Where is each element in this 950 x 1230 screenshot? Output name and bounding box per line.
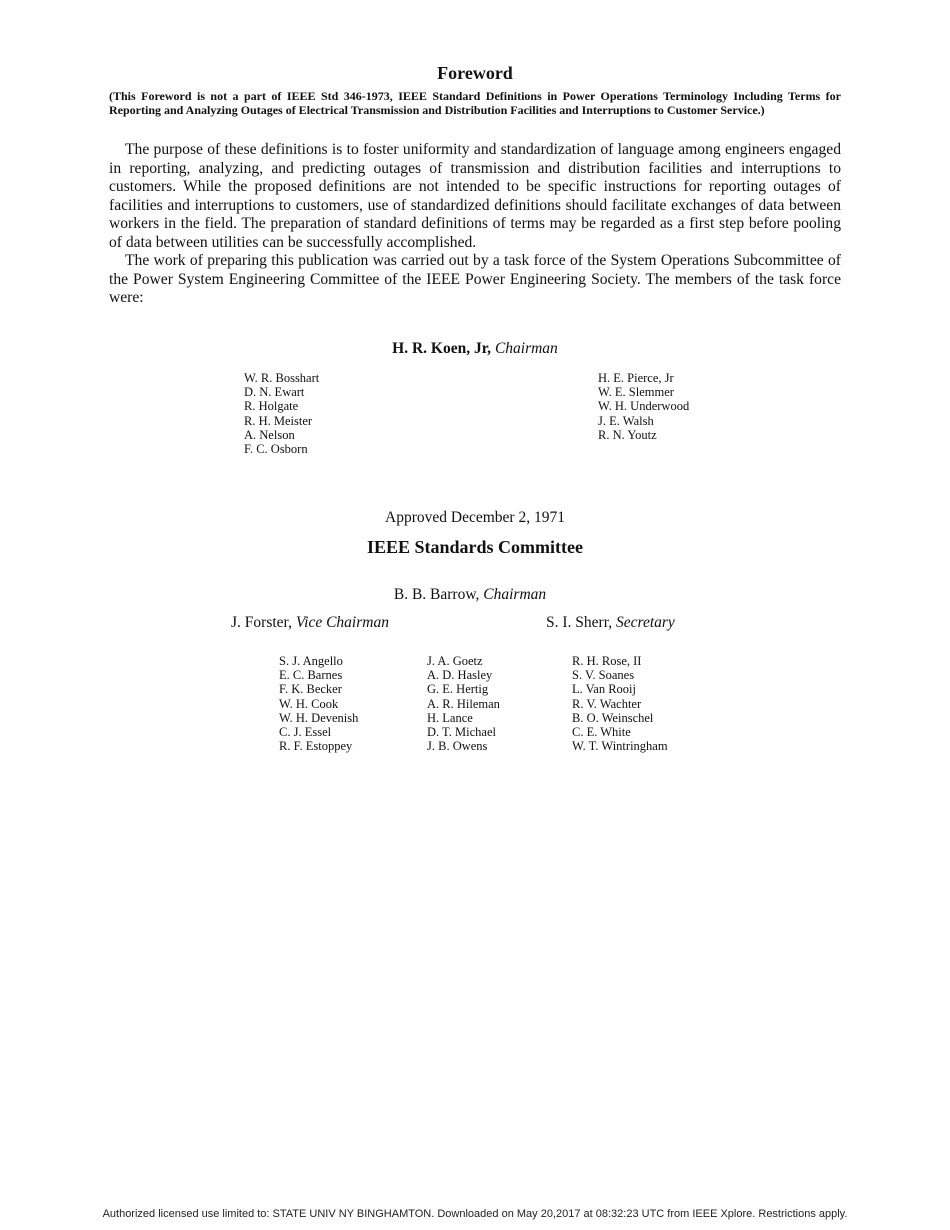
- member-name: L. Van Rooij: [572, 682, 637, 697]
- member-name: J. E. Walsh: [598, 413, 654, 428]
- member-name: R. H. Rose, II: [572, 654, 642, 668]
- member-name: R. F. Estoppey: [279, 739, 353, 754]
- member-name: C. E. White: [572, 725, 631, 740]
- member-name: H. Lance: [427, 710, 473, 725]
- member-name: R. V. Wachter: [572, 696, 642, 711]
- member-name: S. V. Soanes: [572, 668, 635, 683]
- chair-name: H. R. Koen, Jr,: [392, 340, 492, 357]
- task-force-chair: [0, 340, 950, 358]
- member-name: D. N. Ewart: [244, 385, 305, 400]
- member-name: A. R. Hileman: [427, 696, 500, 711]
- committee-chair: [0, 586, 940, 604]
- vice-chairman-role: Vice Chairman: [295, 614, 389, 631]
- member-name: E. C. Barnes: [279, 668, 343, 683]
- member-name: J. A. Goetz: [427, 654, 483, 668]
- member-name: D. T. Michael: [427, 725, 496, 740]
- approval-date: Approved December 2, 1971: [385, 509, 565, 526]
- secretary-role: Secretary: [616, 614, 675, 631]
- member-name: F. C. Osborn: [244, 442, 308, 457]
- secretary: [546, 614, 675, 632]
- paragraph: The work of preparing this publication was carried out by a task force of the System Operations Subcommittee of the Power System Engineering Committee of the IEEE Power Engineering Society. The members of the task force were:: [109, 252, 841, 306]
- member-name: W. H. Cook: [279, 696, 339, 711]
- task-force-members-left: [244, 371, 319, 456]
- member-name: W. R. Bosshart: [244, 371, 320, 385]
- committee-members-col2: [427, 654, 500, 753]
- foreword-body: [109, 141, 841, 308]
- member-name: W. H. Devenish: [279, 710, 359, 725]
- committee-chair-role: Chairman: [483, 586, 547, 603]
- license-footer: Authorized licensed use limited to: STATE UNIV NY BINGHAMTON. Downloaded on May 20,2017 at 08:32:23 UTC from IEEE Xplore. Restrictions apply.: [102, 1208, 848, 1220]
- member-name: W. T. Wintringham: [572, 739, 668, 754]
- member-name: R. H. Meister: [244, 413, 313, 428]
- paragraph: The purpose of these definitions is to foster uniformity and standardization of language among engineers engaged in reporting, analyzing, and predicting outages of transmission and distribution facilities and interruptions to customers. While the proposed definitions are not intended to be specific instructions for reporting outages of facilities and interruptions to customers, use of standardized definitions should facilitate exchanges of data between workers in the field. The preparation of standard definitions of terms may be regarded as a first step before pooling of data between utilities can be successfully accomplished.: [109, 141, 841, 251]
- vice-chairman-name: J. Forster,: [231, 614, 292, 631]
- committee-chair-name: B. B. Barrow,: [393, 586, 480, 603]
- member-name: C. J. Essel: [279, 725, 332, 740]
- page-title: Foreword: [437, 63, 513, 83]
- vice-chairman: [231, 614, 389, 632]
- member-name: R. N. Youtz: [598, 427, 657, 442]
- committee-members-col3: [572, 654, 668, 753]
- member-name: B. O. Weinschel: [572, 710, 654, 725]
- member-name: J. B. Owens: [427, 739, 488, 754]
- foreword-note: (This Foreword is not a part of IEEE Std 346-1973, IEEE Standard Definitions in Power Operations Terminology Including Terms for Reporting and Analyzing Outages of Electrical Transmission and Distribution Facilities and Interruptions to Customer Service.): [109, 89, 841, 117]
- member-name: W. H. Underwood: [598, 399, 690, 414]
- member-name: S. J. Angello: [279, 654, 343, 668]
- committee-title: IEEE Standards Committee: [366, 537, 583, 557]
- task-force-members-right: [598, 371, 689, 442]
- member-name: H. E. Pierce, Jr: [598, 371, 674, 385]
- chair-role: Chairman: [494, 340, 558, 357]
- member-name: A. Nelson: [244, 427, 295, 442]
- committee-members-col1: [279, 654, 358, 753]
- member-name: R. Holgate: [244, 399, 299, 414]
- member-name: F. K. Becker: [279, 682, 342, 697]
- member-name: A. D. Hasley: [427, 668, 493, 683]
- member-name: G. E. Hertig: [427, 682, 489, 697]
- secretary-name: S. I. Sherr,: [546, 614, 613, 631]
- member-name: W. E. Slemmer: [598, 385, 674, 400]
